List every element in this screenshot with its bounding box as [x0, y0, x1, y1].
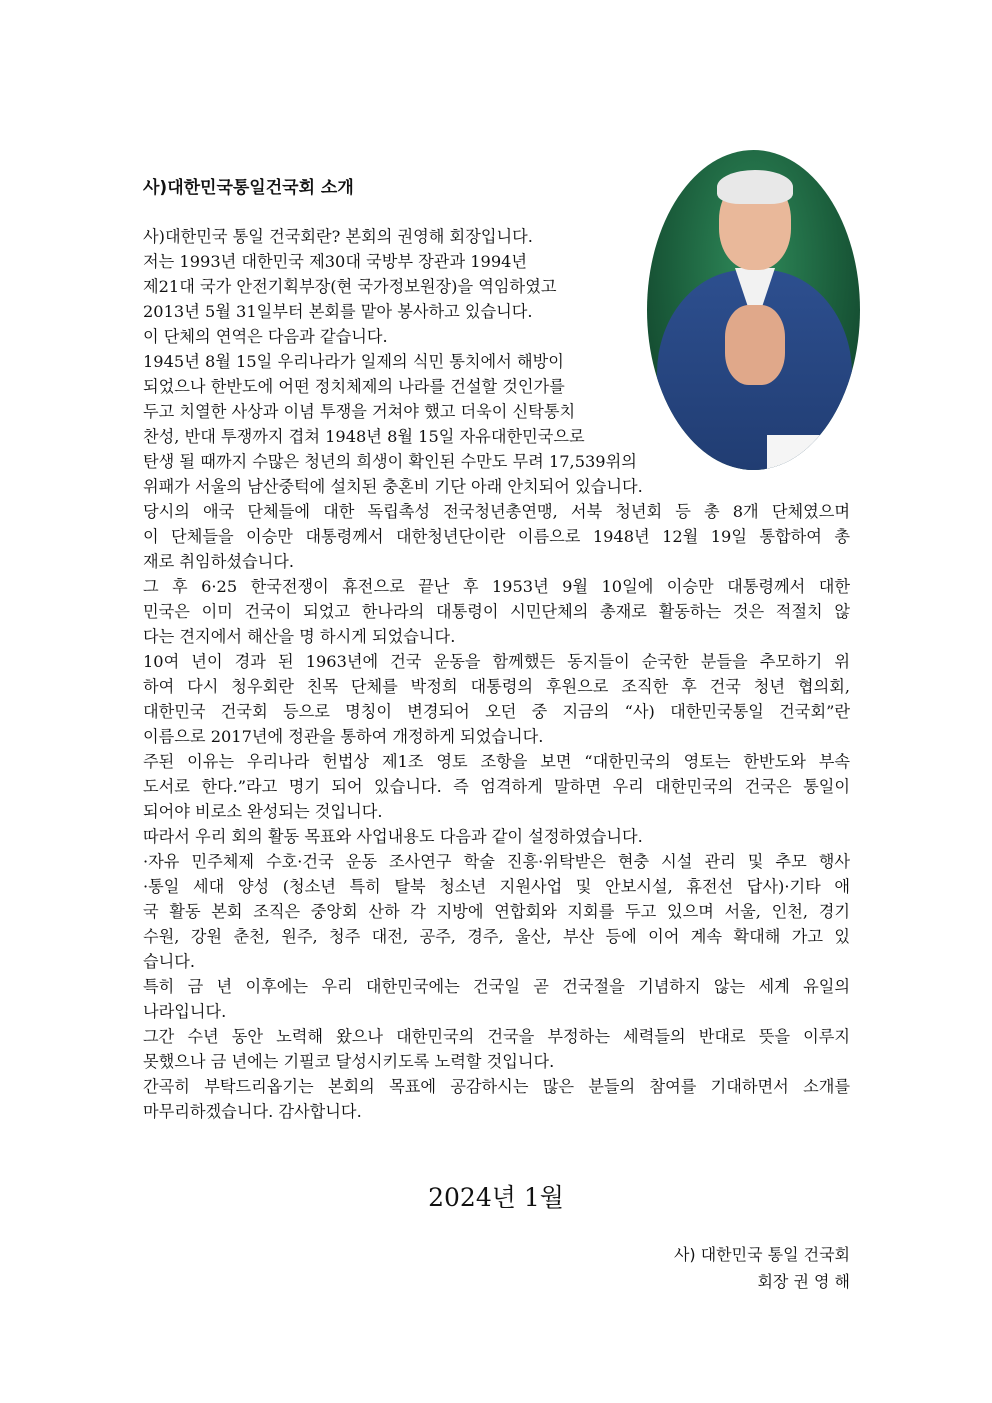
body-line: 특히 금 년 이후에는 우리 대한민국에는 건국일 곧 건국절을 기념하지 않는 세계 유일의: [143, 977, 850, 996]
body-line: 나라입니다.: [143, 1002, 227, 1021]
body-line: 대한민국 건국회 등으로 명칭이 변경되어 오던 중 지금의 “사) 대한민국통일 건국회”란: [143, 702, 850, 721]
body-line: 당시의 애국 단체들에 대한 독립촉성 전국청년총연맹, 서북 청년회 등 총 8개 단체였으며: [143, 502, 850, 521]
body-line: ·자유 민주체제 수호·건국 운동 조사연구 학술 진흥·위탁받은 현충 시설 관리 및 추모 행사: [143, 852, 850, 871]
body-line: 1945년 8월 15일 우리나라가 일제의 식민 통치에서 해방이: [143, 352, 564, 371]
body-line: 못했으나 금 년에는 기필코 달성시키도록 노력할 것입니다.: [143, 1052, 555, 1071]
body-line: 이름으로 2017년에 정관을 통하여 개정하게 되었습니다.: [143, 727, 544, 746]
portrait-hair: [717, 170, 793, 204]
body-line: 습니다.: [143, 952, 196, 971]
body-line: 재로 취임하셨습니다.: [143, 552, 295, 571]
document-title: 사)대한민국통일건국회 소개: [143, 178, 354, 198]
body-line: ·통일 세대 양성 (청소년 특히 탈북 청소년 지원사업 및 안보시설, 휴전선 답사)·기타 애: [143, 877, 850, 896]
body-line: 저는 1993년 대한민국 제30대 국방부 장관과 1994년: [143, 252, 528, 271]
body-line: 그간 수년 동안 노력해 왔으나 대한민국의 건국을 부정하는 세력들의 반대로 뜻을 이루지: [143, 1027, 850, 1046]
signature-organization: 사) 대한민국 통일 건국회: [673, 1245, 850, 1264]
body-line: 이 단체의 연역은 다음과 같습니다.: [143, 327, 388, 346]
body-line: 두고 치열한 사상과 이념 투쟁을 거쳐야 했고 더욱이 신탁통치: [143, 402, 576, 421]
body-line: 마무리하겠습니다. 감사합니다.: [143, 1102, 362, 1121]
body-line: 따라서 우리 회의 활동 목표와 사업내용도 다음과 같이 설정하였습니다.: [143, 827, 643, 846]
document-date: 2024년 1월: [428, 1183, 564, 1212]
body-text: [143, 224, 850, 1124]
body-line: 탄생 될 때까지 수많은 청년의 희생이 확인된 수만도 무려 17,539위의: [143, 452, 637, 471]
body-line: 수원, 강원 춘천, 원주, 청주 대전, 공주, 경주, 울산, 부산 등에 이어 계속 확대해 가고 있: [143, 927, 850, 946]
body-line: 간곡히 부탁드리옵기는 본회의 목표에 공감하시는 많은 분들의 참여를 기대하면서 소개를: [143, 1077, 850, 1096]
body-line: 다는 견지에서 해산을 명 하시게 되었습니다.: [143, 627, 456, 646]
body-line: 사)대한민국 통일 건국회란? 본회의 권영해 회장입니다.: [143, 227, 533, 246]
body-line: 그 후 6·25 한국전쟁이 휴전으로 끝난 후 1953년 9월 10일에 이승만 대통령께서 대한: [143, 577, 850, 596]
body-line: 2013년 5월 31일부터 본회를 맡아 봉사하고 있습니다.: [143, 302, 533, 321]
body-line: 국 활동 본회 조직은 중앙회 산하 각 지방에 연합회와 지회를 두고 있으며 서울, 인천, 경기: [143, 902, 850, 921]
body-line: 도서로 한다.”라고 명기 되어 있습니다. 즉 엄격하게 말하면 우리 대한민국의 건국은 통일이: [143, 777, 850, 796]
body-line: 하여 다시 청우회란 친목 단체를 박정희 대통령의 후원으로 조직한 후 건국 청년 협의회,: [143, 677, 850, 696]
body-line: 이 단체들을 이승만 대통령께서 대한청년단이란 이름으로 1948년 12월 19일 통합하여 총: [143, 527, 850, 546]
body-line: 위패가 서울의 남산중턱에 설치된 충혼비 기단 아래 안치되어 있습니다.: [143, 477, 643, 496]
body-line: 민국은 이미 건국이 되었고 한나라의 대통령이 시민단체의 총재로 활동하는 것은 적절치 않: [143, 602, 850, 621]
signature-name: 회장 권 영 해: [757, 1272, 850, 1291]
body-line: 되었으나 한반도에 어떤 정치체제의 나라를 건설할 것인가를: [143, 377, 565, 396]
body-line: 제21대 국가 안전기획부장(현 국가정보원장)을 역임하였고: [143, 277, 557, 296]
body-line: 찬성, 반대 투쟁까지 겹쳐 1948년 8월 15일 자유대한민국으로: [143, 427, 585, 446]
body-line: 10여 년이 경과 된 1963년에 건국 운동을 함께했든 동지들이 순국한 분들을 추모하기 위: [143, 652, 850, 671]
body-line: 되어야 비로소 완성되는 것입니다.: [143, 802, 383, 821]
body-line: 주된 이유는 우리나라 헌법상 제1조 영토 조항을 보면 “대한민국의 영토는 한반도와 부속: [143, 752, 850, 771]
